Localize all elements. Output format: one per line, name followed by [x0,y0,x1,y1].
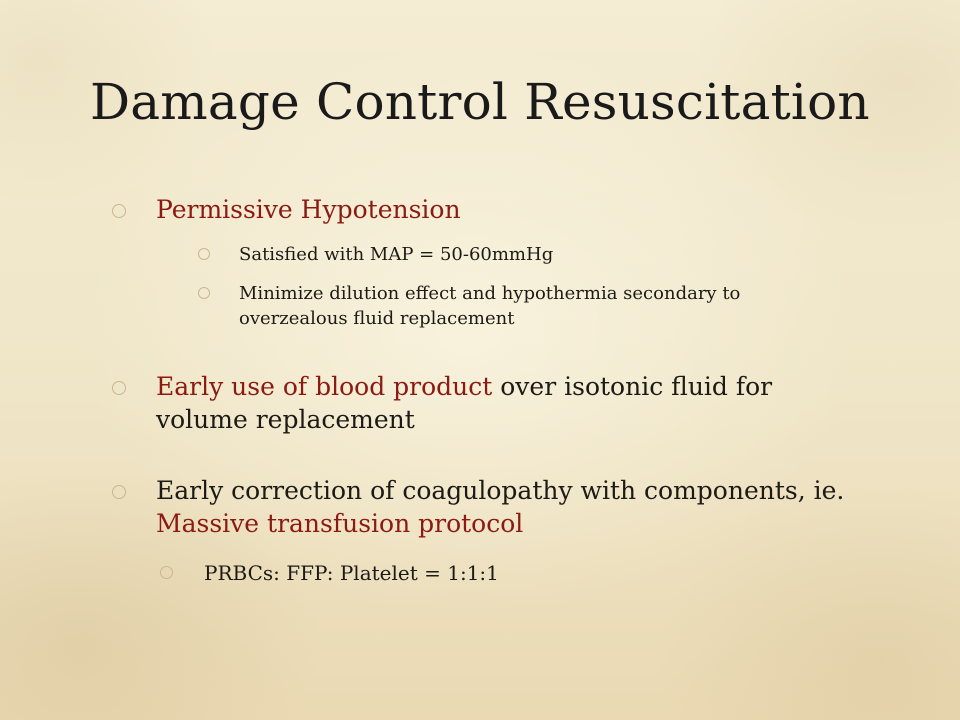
circle-bullet-icon [112,204,126,218]
circle-bullet-icon [160,566,173,579]
circle-bullet-icon [198,287,210,299]
circle-bullet-icon [112,485,126,499]
bullet-text-line1: Early correction of coagulopathy with components, ie. [156,476,845,505]
bullet-permissive-hypotension [156,193,461,226]
bullet-minimize-dilution [239,281,740,331]
bullet-early-blood-product [156,370,772,436]
bullet-text: Satisfied with MAP = 50-60mmHg [239,244,554,265]
bullet-text-line1: Minimize dilution effect and hypothermia secondary to [239,283,741,304]
bullet-map-target [239,242,553,267]
bullet-prbc-ratio [204,559,499,587]
bullet-text-line2: overzealous fluid replacement [239,308,515,329]
bullet-text-line2: volume replacement [156,405,415,434]
bullet-early-coagulopathy-correction [156,474,844,540]
bullet-text-rest: over isotonic fluid for [492,372,773,401]
circle-bullet-icon [198,248,210,260]
slide-title: Damage Control Resuscitation [90,73,870,131]
bullet-text: PRBCs: FFP: Platelet = 1:1:1 [204,561,499,585]
bullet-text: Permissive Hypotension [156,195,461,224]
bullet-text-highlight: Early use of blood product [156,372,493,401]
circle-bullet-icon [112,381,126,395]
bullet-text-highlight: Massive transfusion protocol [156,509,524,538]
